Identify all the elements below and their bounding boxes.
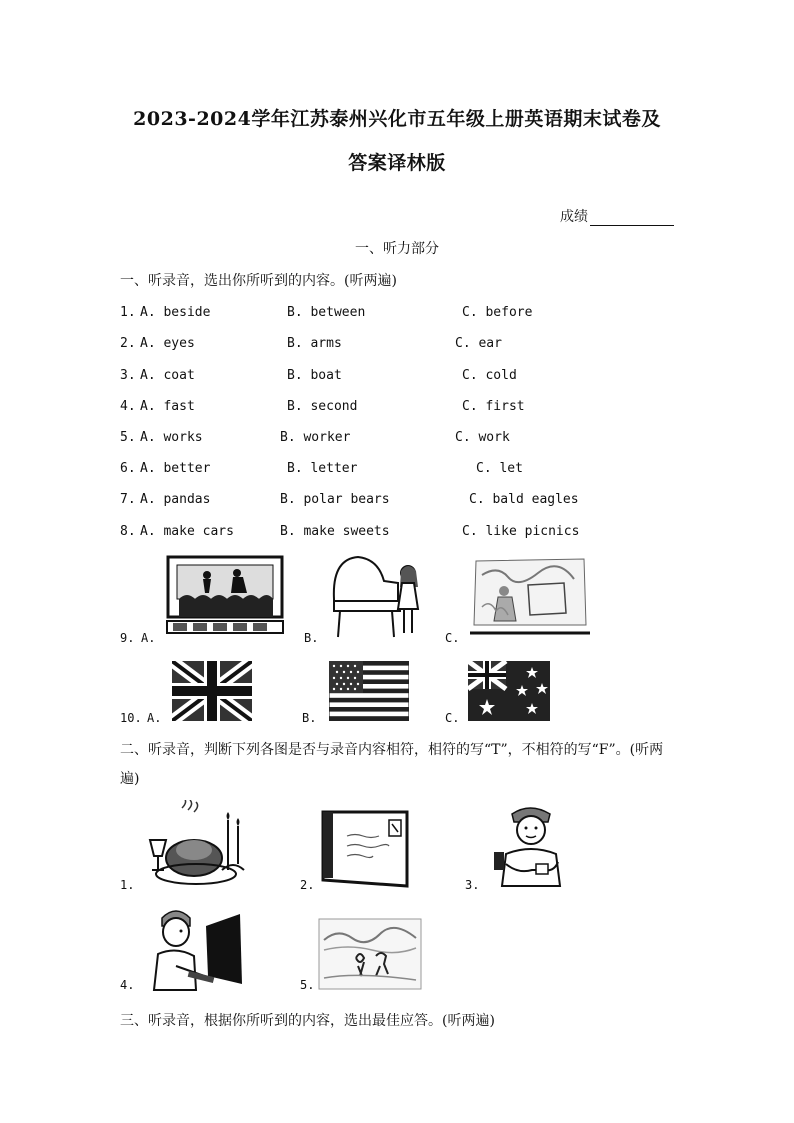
option-b: B. between — [287, 305, 366, 320]
option-c: C. let — [476, 461, 523, 476]
question-number: 3. — [120, 368, 136, 383]
option-a: A. fast — [140, 399, 195, 414]
question-number: 8. — [120, 524, 136, 539]
option-a: A. make cars — [140, 524, 234, 539]
christmas-dinner-icon — [142, 800, 250, 892]
landscape-sketch-icon — [318, 918, 422, 990]
question-number: 4. — [120, 399, 136, 414]
option-a: A. pandas — [140, 492, 211, 507]
question-10-option-b: B. — [302, 711, 317, 725]
option-c: C. bald eagles — [469, 492, 579, 507]
question-number: 5. — [120, 430, 136, 445]
worker-man-icon — [488, 800, 574, 888]
part2-item-1-number: 1. — [120, 878, 135, 892]
document-title-line2: 答案译林版 — [348, 152, 446, 174]
part2-item-3-number: 3. — [465, 878, 480, 892]
score-blank-line — [590, 211, 674, 226]
document-title-line1: 2023-2024学年江苏泰州兴化市五年级上册英语期末试卷及 — [133, 108, 661, 130]
option-b: B. second — [287, 399, 358, 414]
question-10-option-c: C. — [445, 711, 460, 725]
option-a: A. eyes — [140, 336, 195, 351]
option-a: A. coat — [140, 368, 195, 383]
part2-item-2-number: 2. — [300, 878, 315, 892]
option-b: B. make sweets — [280, 524, 390, 539]
option-c: C. like picnics — [462, 524, 580, 539]
question-9-option-c: C. — [445, 631, 460, 645]
question-9-option-b: B. — [304, 631, 319, 645]
option-a: A. beside — [140, 305, 211, 320]
painting-sketch-icon — [468, 555, 592, 637]
option-c: C. ear — [455, 336, 502, 351]
boy-typing-computer-icon — [146, 904, 244, 992]
option-c: C. first — [462, 399, 525, 414]
part2-instruction-line2: 遍) — [120, 771, 140, 787]
letter-envelope-icon — [319, 808, 411, 888]
uk-flag-icon — [172, 661, 252, 721]
option-b: B. arms — [287, 336, 342, 351]
option-a: A. better — [140, 461, 211, 476]
option-c: C. cold — [462, 368, 517, 383]
score-field — [560, 206, 674, 226]
question-10-number: 10. — [120, 711, 142, 725]
question-10-option-a: A. — [147, 711, 162, 725]
option-b: B. letter — [287, 461, 358, 476]
question-number: 6. — [120, 461, 136, 476]
part2-item-4-number: 4. — [120, 978, 135, 992]
option-b: B. boat — [287, 368, 342, 383]
option-c: C. work — [455, 430, 510, 445]
question-9-number: 9. — [120, 631, 135, 645]
option-b: B. worker — [280, 430, 351, 445]
score-label: 成绩 — [560, 209, 588, 225]
question-number: 2. — [120, 336, 136, 351]
section-title: 一、听力部分 — [355, 241, 439, 257]
us-flag-icon — [329, 661, 409, 721]
option-b: B. polar bears — [280, 492, 390, 507]
part3-instruction: 三、听录音，根据你所听到的内容，选出最佳应答。(听两遍) — [120, 1013, 495, 1029]
option-a: A. works — [140, 430, 203, 445]
part2-instruction-line1: 二、听录音，判断下列各图是否与录音内容相符，相符的写“T”，不相符的写“F”。(听两 — [120, 742, 664, 758]
puppet-show-icon — [165, 555, 285, 637]
australia-flag-icon — [468, 661, 550, 721]
part1-instruction: 一、听录音，选出你所听到的内容。(听两遍) — [120, 273, 397, 289]
girl-playing-piano-icon — [328, 553, 424, 639]
part2-item-5-number: 5. — [300, 978, 315, 992]
question-number: 7. — [120, 492, 136, 507]
question-9-option-a: A. — [141, 631, 156, 645]
option-c: C. before — [462, 305, 533, 320]
question-number: 1. — [120, 305, 136, 320]
